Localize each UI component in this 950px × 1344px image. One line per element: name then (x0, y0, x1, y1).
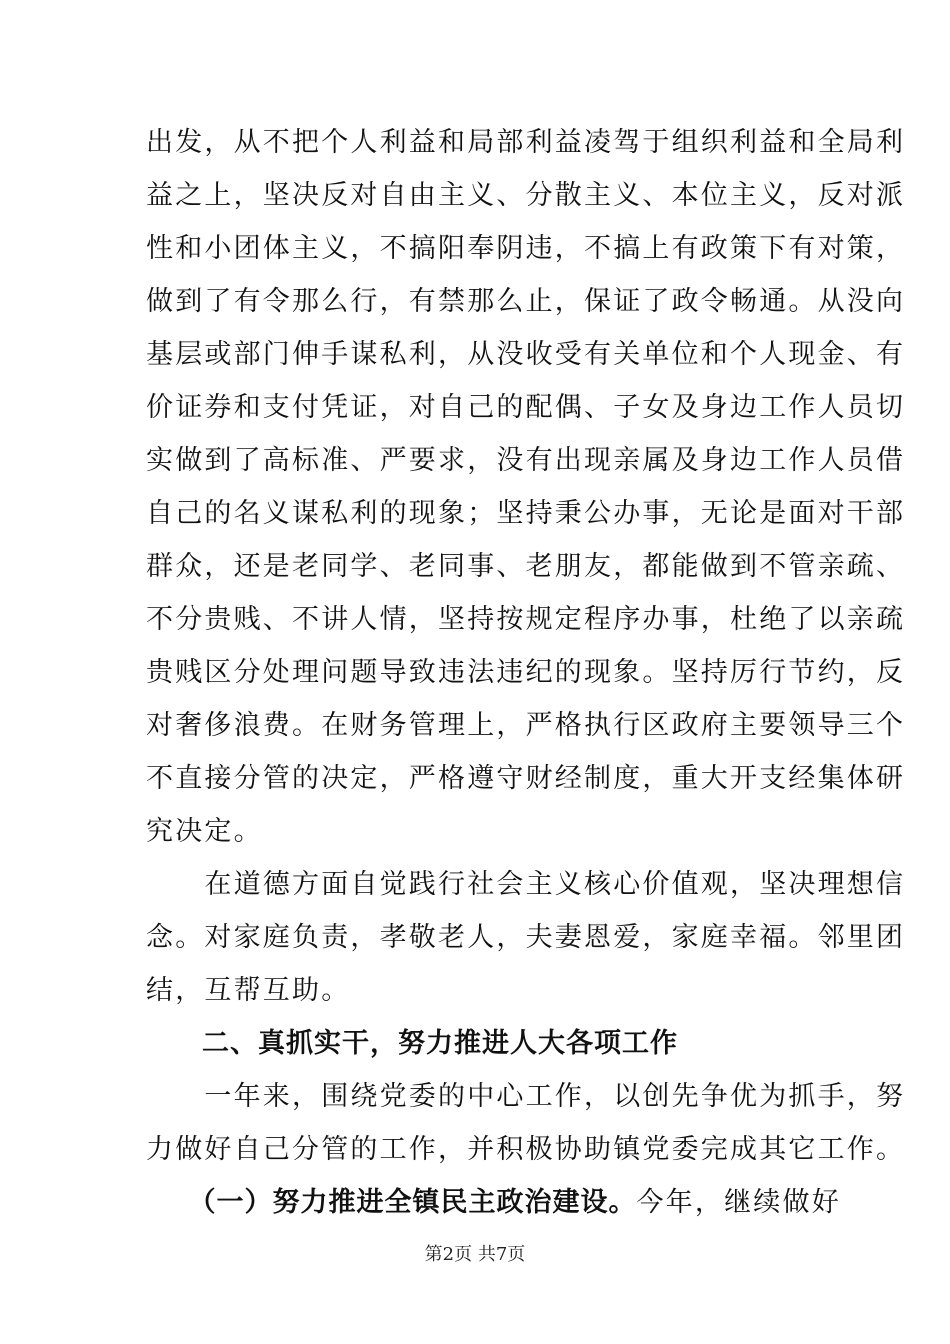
body-line: 结，互帮互助。 (146, 975, 351, 1006)
body-line: 群众，还是老同学、老同事、老朋友，都能做到不管亲疏、 (146, 551, 906, 582)
body-line: 自己的名义谋私利的现象；坚持秉公办事，无论是面对干部 (146, 498, 906, 529)
body-line: 一年来，围绕党委的中心工作，以创先争优为抓手，努 (146, 1081, 906, 1112)
body-line: 贵贱区分处理问题导致违法违纪的现象。坚持厉行节约，反 (146, 657, 906, 688)
section-heading: 二、真抓实干，努力推进人大各项工作 (146, 1028, 678, 1059)
body-line: 对奢侈浪费。在财务管理上，严格执行区政府主要领导三个 (146, 710, 906, 741)
body-line: 出发，从不把个人利益和局部利益凌驾于组织利益和全局利 (146, 127, 906, 158)
body-line: 不分贵贱、不讲人情，坚持按规定程序办事，杜绝了以亲疏 (146, 604, 906, 635)
body-line: 不直接分管的决定，严格遵守财经制度，重大开支经集体研 (146, 763, 906, 794)
body-line: 力做好自己分管的工作，并积极协助镇党委完成其它工作。 (146, 1134, 906, 1165)
body-line: 性和小团体主义，不搞阳奉阴违，不搞上有政策下有对策， (146, 233, 906, 264)
subsection-heading: （一）努力推进全镇民主政治建设。 (146, 1187, 637, 1218)
body-line: 在道德方面自觉践行社会主义核心价值观，坚决理想信 (146, 869, 906, 900)
body-line: 实做到了高标准、严要求，没有出现亲属及身边工作人员借 (146, 445, 906, 476)
body-line: 价证券和支付凭证，对自己的配偶、子女及身边工作人员切 (146, 392, 906, 423)
body-line: 基层或部门伸手谋私利，从没收受有关单位和个人现金、有 (146, 339, 906, 370)
body-line: 念。对家庭负责，孝敬老人，夫妻恩爱，家庭幸福。邻里团 (146, 922, 906, 953)
subsection-line (146, 1185, 841, 1221)
body-line: 究决定。 (146, 816, 263, 847)
body-line: 做到了有令那么行，有禁那么止，保证了政令畅通。从没向 (146, 286, 906, 317)
body-text: 今年，继续做好 (636, 1187, 841, 1218)
page-footer: 第2页 共7页 (424, 1244, 526, 1265)
body-line: 益之上，坚决反对自由主义、分散主义、本位主义，反对派 (146, 180, 906, 211)
